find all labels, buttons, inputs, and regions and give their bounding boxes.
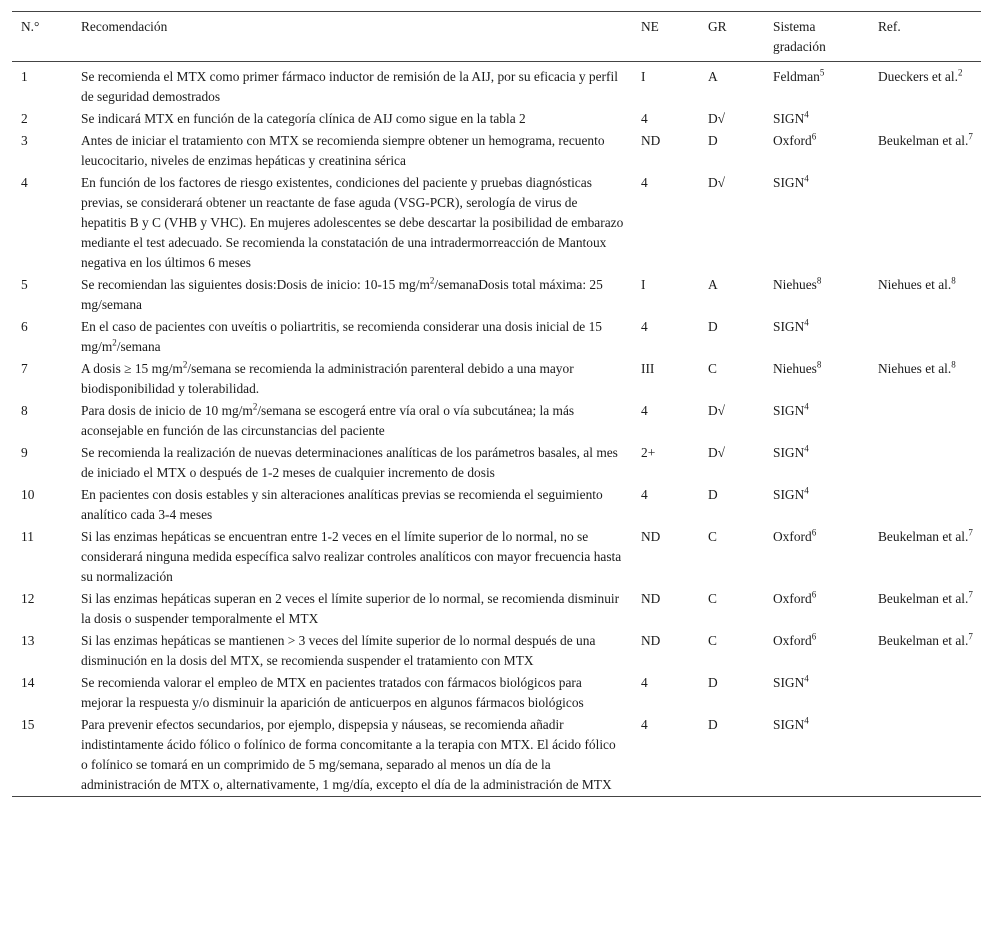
cell-ne: 4 <box>641 675 648 690</box>
unit-superscript: 2 <box>182 359 188 370</box>
reference-name: Beukelman et al. <box>878 633 969 648</box>
recommendation-text: Se recomiendan las siguientes dosis:Dosis de inicio: 10-15 mg/m <box>81 277 430 292</box>
cell-grading-system <box>764 108 869 130</box>
cell-ne: ND <box>641 591 661 606</box>
cell-gr: D√ <box>708 403 726 418</box>
cell-gr: D <box>708 319 718 334</box>
table-row <box>12 588 981 630</box>
table-row <box>12 672 981 714</box>
recommendations-table <box>12 11 981 797</box>
cell-number: 11 <box>21 529 34 544</box>
table-row <box>12 358 981 400</box>
cell-number: 12 <box>21 591 35 606</box>
cell-ref <box>869 526 981 588</box>
cell-ref <box>869 672 981 714</box>
cell-ne: III <box>641 361 655 376</box>
cell-ref <box>869 714 981 797</box>
cell-gr: D <box>708 675 718 690</box>
cell-number: 2 <box>21 111 28 126</box>
grading-system-name: Oxford <box>773 591 812 606</box>
citation-superscript: 4 <box>804 443 809 454</box>
citation-superscript: 4 <box>804 401 809 412</box>
cell-ref <box>869 588 981 630</box>
recommendation-text: A dosis ≥ 15 mg/m <box>81 361 183 376</box>
recommendation-text: /semana se recomienda la administración parenteral debido a una mayor biodisponibilidad y tolerabilidad. <box>81 361 574 396</box>
cell-gr: A <box>708 69 718 84</box>
citation-superscript: 7 <box>968 589 973 600</box>
unit-superscript: 2 <box>112 337 117 348</box>
reference-name: Beukelman et al. <box>878 591 969 606</box>
cell-recommendation: Antes de iniciar el tratamiento con MTX se recomienda siempre obtener un hemograma, recuento leucocitario, niveles de enzimas hepáticas y creatinina sérica <box>81 133 605 168</box>
cell-gr: C <box>708 633 717 648</box>
cell-number: 4 <box>21 175 28 190</box>
citation-superscript: 8 <box>816 359 822 370</box>
grading-system-name: Oxford <box>773 633 812 648</box>
header-gr: GR <box>699 12 764 62</box>
cell-number: 3 <box>21 133 28 148</box>
citation-superscript: 8 <box>816 275 822 286</box>
citation-superscript: 6 <box>811 527 817 538</box>
cell-gr: D <box>708 133 718 148</box>
citation-superscript: 4 <box>804 109 809 120</box>
cell-recommendation: Si las enzimas hepáticas se mantienen > 3 veces del límite superior de lo normal después de una disminución en la dosis del MTX, se recomienda suspender el tratamiento con MTX <box>81 633 596 668</box>
cell-grading-system <box>764 526 869 588</box>
grading-system-name: Niehues <box>773 361 817 376</box>
cell-number: 9 <box>21 445 28 460</box>
citation-superscript: 7 <box>968 527 973 538</box>
cell-ne: ND <box>641 133 661 148</box>
cell-gr: D <box>708 487 718 502</box>
citation-superscript: 4 <box>804 485 809 496</box>
cell-grading-system <box>764 672 869 714</box>
grading-system-name: SIGN <box>773 445 805 460</box>
citation-superscript: 5 <box>819 67 825 78</box>
table-header-row <box>12 12 981 62</box>
cell-number: 1 <box>21 69 28 84</box>
cell-recommendation <box>72 400 632 442</box>
table-row <box>12 630 981 672</box>
citation-superscript: 6 <box>811 631 817 642</box>
cell-ref <box>869 358 981 400</box>
grading-system-name: SIGN <box>773 487 805 502</box>
header-grading-system: Sistema gradación <box>764 12 869 62</box>
header-number: N.° <box>12 12 72 62</box>
cell-grading-system <box>764 130 869 172</box>
cell-ref <box>869 484 981 526</box>
cell-gr: C <box>708 529 717 544</box>
cell-recommendation <box>72 316 632 358</box>
cell-ne: 4 <box>641 175 648 190</box>
recommendation-text: /semana <box>116 339 161 354</box>
cell-recommendation: Se recomienda el MTX como primer fármaco inductor de remisión de la AIJ, por su eficacia y perfil de seguridad demostrados <box>81 69 618 104</box>
cell-number: 10 <box>21 487 35 502</box>
table-row <box>12 484 981 526</box>
cell-grading-system <box>764 588 869 630</box>
cell-gr: A <box>708 277 718 292</box>
cell-ne: ND <box>641 633 661 648</box>
citation-superscript: 8 <box>951 359 956 370</box>
reference-name: Beukelman et al. <box>878 133 969 148</box>
cell-ne: 2+ <box>641 445 656 460</box>
table-row <box>12 62 981 109</box>
cell-recommendation <box>72 358 632 400</box>
cell-ne: 4 <box>641 403 648 418</box>
cell-grading-system <box>764 62 869 109</box>
table-row <box>12 172 981 274</box>
grading-system-name: Niehues <box>773 277 817 292</box>
cell-recommendation: Se indicará MTX en función de la categoría clínica de AIJ como sigue en la tabla 2 <box>81 111 526 126</box>
cell-ref <box>869 108 981 130</box>
citation-superscript: 6 <box>811 589 817 600</box>
citation-superscript: 2 <box>957 67 963 78</box>
table-row <box>12 130 981 172</box>
cell-number: 7 <box>21 361 28 376</box>
cell-gr: D√ <box>708 111 726 126</box>
citation-superscript: 4 <box>804 715 809 726</box>
citation-superscript: 8 <box>951 275 956 286</box>
cell-recommendation <box>72 274 632 316</box>
cell-ne: I <box>641 277 646 292</box>
recommendation-text: En el caso de pacientes con uveítis o poliartritis, se recomienda considerar una dosis inicial de 15 mg/m <box>81 319 602 354</box>
cell-ne: I <box>641 69 646 84</box>
grading-system-name: Oxford <box>773 133 812 148</box>
recommendation-text: /semanaDosis total máxima: 25 mg/semana <box>81 277 603 312</box>
grading-system-name: SIGN <box>773 675 805 690</box>
cell-ne: ND <box>641 529 661 544</box>
cell-ref <box>869 630 981 672</box>
cell-grading-system <box>764 400 869 442</box>
grading-system-name: SIGN <box>773 319 805 334</box>
cell-grading-system <box>764 172 869 274</box>
reference-name: Niehues et al. <box>878 277 952 292</box>
table-row <box>12 108 981 130</box>
cell-ref <box>869 130 981 172</box>
cell-ref <box>869 274 981 316</box>
cell-grading-system <box>764 484 869 526</box>
cell-recommendation: Se recomienda valorar el empleo de MTX en pacientes tratados con fármacos biológicos para mejorar la respuesta y/o disminuir la aparición de anticuerpos en algunos fármacos biológicos <box>81 675 584 710</box>
header-ne: NE <box>632 12 699 62</box>
grading-system-name: SIGN <box>773 717 805 732</box>
reference-name: Beukelman et al. <box>878 529 969 544</box>
grading-system-name: SIGN <box>773 403 805 418</box>
cell-number: 13 <box>21 633 35 648</box>
recommendation-text: /semana se escogerá entre vía oral o vía subcutánea; la más aconsejable en función de las circunstancias del paciente <box>81 403 575 438</box>
cell-recommendation: Para prevenir efectos secundarios, por ejemplo, dispepsia y náuseas, se recomienda añadir indistintamente ácido fólico o folínico de forma concomitante a la terapia con MTX. El ácido fólico o folínico se tomará en un comprimido de 5 mg/semana, separado al menos un día de la administración de MTX o, alternativamente, 1 mg/día, excepto el día de la administración de MTX <box>72 714 632 797</box>
unit-superscript: 2 <box>429 275 435 286</box>
cell-number: 5 <box>21 277 28 292</box>
cell-gr: D <box>699 714 764 797</box>
cell-recommendation: En pacientes con dosis estables y sin alteraciones analíticas previas se recomienda el seguimiento analítico cada 3-4 meses <box>81 487 603 522</box>
citation-superscript: 6 <box>811 131 817 142</box>
unit-superscript: 2 <box>252 401 258 412</box>
table-row <box>12 714 981 797</box>
table-row <box>12 316 981 358</box>
cell-ne: 4 <box>641 111 648 126</box>
cell-grading-system <box>764 358 869 400</box>
cell-grading-system <box>764 274 869 316</box>
grading-system-name: Feldman <box>773 69 820 84</box>
cell-number: 6 <box>21 319 28 334</box>
citation-superscript: 7 <box>968 631 973 642</box>
reference-name: Niehues et al. <box>878 361 952 376</box>
cell-ref <box>869 62 981 109</box>
cell-ref <box>869 442 981 484</box>
cell-gr: C <box>708 591 717 606</box>
recommendations-table-container <box>12 11 981 797</box>
cell-ref <box>869 316 981 358</box>
table-row <box>12 400 981 442</box>
cell-number: 8 <box>21 403 28 418</box>
grading-system-name: SIGN <box>773 111 805 126</box>
cell-grading-system <box>764 630 869 672</box>
cell-recommendation: Si las enzimas hepáticas superan en 2 veces el límite superior de lo normal, se recomienda disminuir la dosis o suspender temporalmente el MTX <box>81 591 620 626</box>
cell-gr: C <box>708 361 717 376</box>
table-row <box>12 274 981 316</box>
grading-system-name: SIGN <box>773 175 805 190</box>
citation-superscript: 4 <box>804 317 809 328</box>
reference-name: Dueckers et al. <box>878 69 958 84</box>
citation-superscript: 7 <box>968 131 973 142</box>
header-recommendation: Recomendación <box>72 12 632 62</box>
cell-gr: D√ <box>708 175 726 190</box>
cell-number: 15 <box>12 714 72 797</box>
cell-recommendation: En función de los factores de riesgo existentes, condiciones del paciente y pruebas diagnósticas previas, se considerará obtener un reactante de fase aguda (VSG-PCR), serología de virus de hepatitis B y C (VHB y VHC). En mujeres adolescentes se debe descartar la posibilidad de embarazo mediante el test adecuado. Se recomienda la constatación de una intradermorreacción de Mantoux negativa en los últimos 6 meses <box>81 175 624 270</box>
cell-recommendation: Se recomienda la realización de nuevas determinaciones analíticas de los parámetros basales, al mes de iniciado el MTX o después de 1-2 meses de cualquier incremento de dosis <box>81 445 618 480</box>
citation-superscript: 4 <box>804 173 809 184</box>
citation-superscript: 4 <box>804 673 809 684</box>
cell-number: 14 <box>21 675 35 690</box>
recommendation-text: Para dosis de inicio de 10 mg/m <box>81 403 253 418</box>
table-row <box>12 526 981 588</box>
cell-ne: 4 <box>641 487 648 502</box>
table-body <box>12 62 981 797</box>
cell-recommendation: Si las enzimas hepáticas se encuentran entre 1-2 veces en el límite superior de lo normal, no se considerará ninguna medida específica salvo realizar controles analíticos con mayor frecuencia hasta su normalización <box>81 529 622 584</box>
cell-ref <box>869 400 981 442</box>
cell-grading-system <box>764 714 869 797</box>
table-row <box>12 442 981 484</box>
grading-system-name: Oxford <box>773 529 812 544</box>
cell-ref <box>869 172 981 274</box>
cell-gr: D√ <box>708 445 726 460</box>
header-ref: Ref. <box>869 12 981 62</box>
cell-grading-system <box>764 442 869 484</box>
cell-grading-system <box>764 316 869 358</box>
cell-ne: 4 <box>641 319 648 334</box>
cell-ne: 4 <box>632 714 699 797</box>
